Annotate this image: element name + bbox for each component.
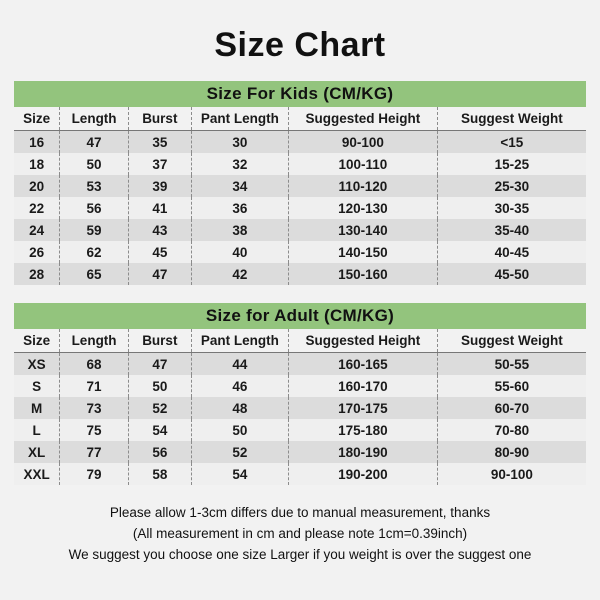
cell-suggested-height: 90-100 [289,131,438,154]
cell-suggested-height: 190-200 [289,463,438,485]
cell-length: 62 [60,241,129,263]
table-row [14,241,586,263]
cell-size: 18 [14,153,60,175]
cell-burst: 39 [128,175,191,197]
table-row [14,463,586,485]
cell-length: 56 [60,197,129,219]
table-gap [14,285,586,303]
cell-size: 22 [14,197,60,219]
cell-burst: 43 [128,219,191,241]
cell-suggest-weight: 50-55 [437,353,586,376]
cell-length: 75 [60,419,129,441]
cell-suggested-height: 120-130 [289,197,438,219]
cell-pant-length: 46 [191,375,288,397]
cell-suggested-height: 180-190 [289,441,438,463]
cell-pant-length: 30 [191,131,288,154]
cell-size: XL [14,441,60,463]
table-row [14,219,586,241]
cell-suggest-weight: 90-100 [437,463,586,485]
cell-burst: 58 [128,463,191,485]
cell-pant-length: 48 [191,397,288,419]
cell-pant-length: 52 [191,441,288,463]
kids-col-header-suggested-height: Suggested Height [289,107,438,131]
adult-band-label: Size for Adult (CM/KG) [14,303,586,329]
cell-length: 77 [60,441,129,463]
adult-col-header-size: Size [14,329,60,353]
kids-col-header-suggest-weight: Suggest Weight [437,107,586,131]
kids-col-header-burst: Burst [128,107,191,131]
cell-pant-length: 38 [191,219,288,241]
adult-band-row [14,303,586,329]
cell-suggest-weight: 35-40 [437,219,586,241]
cell-suggested-height: 170-175 [289,397,438,419]
cell-burst: 35 [128,131,191,154]
cell-length: 65 [60,263,129,285]
cell-suggest-weight: 60-70 [437,397,586,419]
cell-length: 71 [60,375,129,397]
cell-suggest-weight: 30-35 [437,197,586,219]
cell-suggest-weight: 25-30 [437,175,586,197]
cell-pant-length: 42 [191,263,288,285]
note-line-1: Please allow 1-3cm differs due to manual measurement, thanks [109,505,491,520]
cell-size: M [14,397,60,419]
kids-table-body [14,81,586,285]
cell-size: XS [14,353,60,376]
kids-header-row [14,107,586,131]
cell-size: L [14,419,60,441]
cell-length: 68 [60,353,129,376]
cell-length: 79 [60,463,129,485]
kids-col-header-pant-length: Pant Length [191,107,288,131]
table-row [14,441,586,463]
cell-suggest-weight: 80-90 [437,441,586,463]
cell-length: 53 [60,175,129,197]
cell-pant-length: 54 [191,463,288,485]
adult-col-header-suggest-weight: Suggest Weight [437,329,586,353]
table-row [14,131,586,154]
cell-size: 28 [14,263,60,285]
cell-size: 26 [14,241,60,263]
adult-col-header-pant-length: Pant Length [191,329,288,353]
cell-size: 16 [14,131,60,154]
cell-suggest-weight: 70-80 [437,419,586,441]
adult-size-table [14,303,586,485]
cell-suggested-height: 130-140 [289,219,438,241]
cell-suggest-weight: 40-45 [437,241,586,263]
kids-band-label: Size For Kids (CM/KG) [14,81,586,107]
kids-col-header-length: Length [60,107,129,131]
cell-length: 59 [60,219,129,241]
table-row [14,175,586,197]
cell-burst: 47 [128,263,191,285]
kids-size-table [14,81,586,285]
cell-size: 24 [14,219,60,241]
table-row [14,197,586,219]
cell-size: 20 [14,175,60,197]
adult-col-header-burst: Burst [128,329,191,353]
cell-pant-length: 36 [191,197,288,219]
cell-length: 47 [60,131,129,154]
cell-suggested-height: 100-110 [289,153,438,175]
cell-burst: 37 [128,153,191,175]
cell-length: 73 [60,397,129,419]
cell-burst: 47 [128,353,191,376]
cell-burst: 54 [128,419,191,441]
footer-notes [14,503,586,566]
adult-table-body [14,303,586,485]
cell-pant-length: 50 [191,419,288,441]
kids-band-row [14,81,586,107]
cell-size: S [14,375,60,397]
cell-suggest-weight: 55-60 [437,375,586,397]
cell-burst: 56 [128,441,191,463]
adult-header-row [14,329,586,353]
cell-suggested-height: 160-170 [289,375,438,397]
cell-burst: 45 [128,241,191,263]
cell-suggested-height: 110-120 [289,175,438,197]
cell-suggest-weight: 45-50 [437,263,586,285]
cell-suggested-height: 160-165 [289,353,438,376]
cell-burst: 50 [128,375,191,397]
cell-pant-length: 34 [191,175,288,197]
table-row [14,353,586,376]
cell-length: 50 [60,153,129,175]
cell-suggested-height: 175-180 [289,419,438,441]
cell-size: XXL [14,463,60,485]
note-line-3: We suggest you choose one size Larger if you weight is over the suggest one [68,546,532,562]
cell-burst: 41 [128,197,191,219]
cell-pant-length: 40 [191,241,288,263]
table-row [14,397,586,419]
cell-suggest-weight: <15 [437,131,586,154]
kids-col-header-size: Size [14,107,60,131]
table-row [14,263,586,285]
cell-burst: 52 [128,397,191,419]
table-row [14,375,586,397]
table-row [14,153,586,175]
adult-col-header-suggested-height: Suggested Height [289,329,438,353]
note-line-2: (All measurement in cm and please note 1cm=0.39inch) [132,525,468,541]
cell-pant-length: 32 [191,153,288,175]
cell-suggest-weight: 15-25 [437,153,586,175]
cell-suggested-height: 140-150 [289,241,438,263]
page-title: Size Chart [214,26,386,64]
table-row [14,419,586,441]
cell-pant-length: 44 [191,353,288,376]
cell-suggested-height: 150-160 [289,263,438,285]
adult-col-header-length: Length [60,329,129,353]
